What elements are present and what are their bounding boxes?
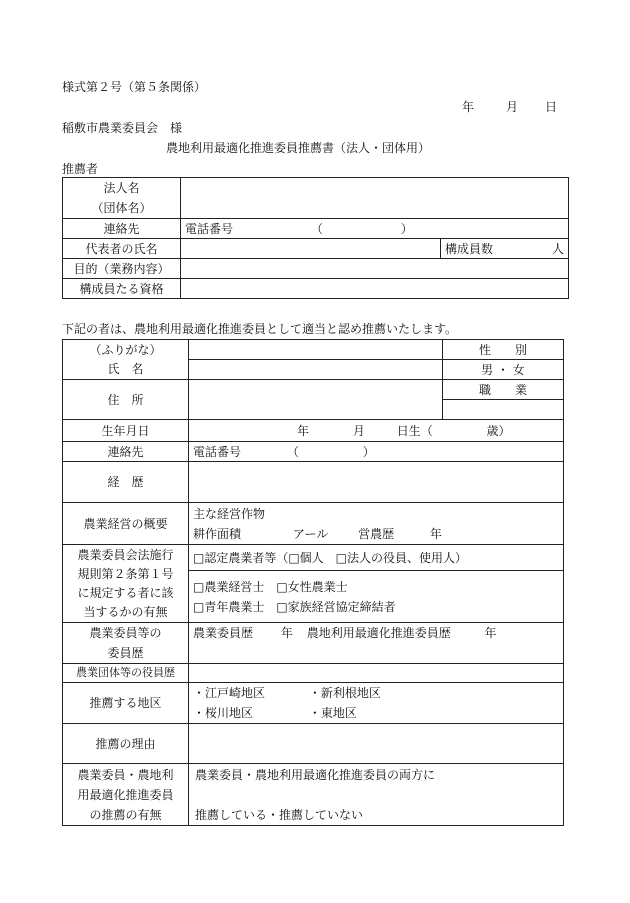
- committee-years-label: 農業委員歴: [193, 626, 254, 640]
- career-field[interactable]: [189, 462, 564, 503]
- district-sakuragawa[interactable]: ・桜川地区: [193, 706, 254, 720]
- district-label: 推薦する地区: [63, 683, 189, 724]
- name-label: 氏 名: [63, 360, 189, 380]
- occupation-field[interactable]: [443, 400, 564, 420]
- both-recommendation-line-1: 農業委員・農地利: [77, 767, 174, 782]
- district-options[interactable]: [189, 683, 564, 724]
- qualification-label: 構成員たる資格: [63, 279, 181, 299]
- both-recommendation-label: [63, 764, 189, 826]
- farm-overview-label: 農業経営の概要: [63, 503, 189, 545]
- area-label: 耕作面積: [193, 526, 242, 541]
- committee-history-label: [63, 623, 189, 664]
- birthdate-field[interactable]: [189, 420, 564, 442]
- contact-label-2: 連絡先: [63, 442, 189, 462]
- committee-history-line-2: 委員歴: [107, 646, 144, 660]
- phone-paren-open: （: [310, 221, 323, 236]
- gender-options[interactable]: 男 ・ 女: [443, 360, 564, 380]
- recommender-table: [62, 177, 569, 299]
- occupation-label: 職 業: [443, 380, 564, 400]
- rule-question-line-2: 規則第２条第１号: [77, 566, 174, 581]
- gender-label: 性 別: [443, 340, 564, 360]
- address-label: 住 所: [63, 380, 189, 420]
- reason-label: 推薦の理由: [63, 724, 189, 764]
- farmer-type-options[interactable]: [189, 571, 564, 623]
- farm-years-unit: 年: [429, 526, 442, 541]
- both-recommendation-text: 農業委員・農地利用最適化推進委員の両方に: [195, 768, 436, 782]
- corp-name-label: 法人名: [103, 181, 140, 195]
- birth-year-label: 年: [297, 423, 310, 438]
- both-recommendation-field[interactable]: [189, 764, 564, 826]
- date-month-label: 月: [506, 100, 519, 114]
- committee-year-unit: 年: [280, 626, 293, 640]
- phone-label-2: 電話番号: [193, 444, 242, 459]
- furigana-label: （ふりがな）: [63, 340, 189, 360]
- recommender-heading: 推薦者: [62, 162, 99, 176]
- address-field[interactable]: [189, 380, 443, 420]
- birth-month-label: 月: [352, 423, 365, 438]
- rule-question-line-4: 当するかの有無: [83, 604, 168, 619]
- furigana-field[interactable]: [189, 340, 443, 360]
- statement: 下記の者は、農地利用最適化推進委員として適当と認め推薦いたします。: [62, 322, 458, 336]
- members-unit: 人: [551, 241, 564, 256]
- committee-history-field[interactable]: [189, 623, 564, 664]
- promoter-years-label: 農地利用最適化推進委員歴: [306, 626, 451, 640]
- farmer-option-row-2[interactable]: □青年農業士 □家族経営協定締結者: [193, 599, 396, 614]
- corp-name-sub-label: （団体名）: [91, 201, 152, 215]
- district-azuma[interactable]: ・東地区: [308, 706, 357, 720]
- contact-label: 連絡先: [63, 219, 181, 239]
- org-officer-field[interactable]: [189, 664, 564, 683]
- rep-name-field[interactable]: [181, 239, 441, 259]
- career-label: 経 歴: [63, 462, 189, 503]
- are-unit: アール: [292, 526, 329, 541]
- contact-field-2[interactable]: [189, 442, 564, 462]
- birthdate-label: 生年月日: [63, 420, 189, 442]
- phone-label: 電話番号: [185, 221, 234, 236]
- qualification-field[interactable]: [181, 279, 569, 299]
- members-count-label: 構成員数: [445, 241, 494, 256]
- main-crop-label: 主な経営作物: [193, 506, 266, 521]
- phone-paren-open-2: （: [286, 444, 299, 459]
- both-recommendation-options[interactable]: 推薦している・推薦していない: [195, 808, 364, 822]
- document-title: 農地利用最適化推進委員推薦書（法人・団体用）: [166, 141, 431, 155]
- birth-day-label: 日生（: [396, 423, 433, 438]
- contact-field[interactable]: [181, 219, 569, 239]
- phone-paren-close-2: ）: [362, 444, 375, 459]
- promoter-year-unit: 年: [484, 626, 497, 640]
- phone-paren-close: ）: [400, 221, 413, 236]
- district-edosaki[interactable]: ・江戸崎地区: [193, 686, 266, 700]
- members-count-cell[interactable]: [441, 239, 569, 259]
- rule-question-line-3: に規定する者に該: [77, 585, 174, 600]
- both-recommendation-line-3: の推薦の有無: [89, 807, 162, 822]
- corp-name-field[interactable]: [181, 178, 569, 219]
- reason-field[interactable]: [189, 724, 564, 764]
- date-day-label: 日: [545, 100, 558, 114]
- rule-question-label: [63, 545, 189, 623]
- farm-overview-field[interactable]: [189, 503, 564, 545]
- rep-name-label: 代表者の氏名: [63, 239, 181, 259]
- corp-name-label-cell: [63, 178, 181, 219]
- nominee-table: [62, 339, 564, 826]
- certified-farmer-option[interactable]: □認定農業者等（□個人 □法人の役員、使用人）: [189, 545, 564, 571]
- date-year-label: 年: [462, 100, 475, 114]
- both-recommendation-line-2: 用最適化推進委員: [77, 787, 174, 802]
- committee-history-line-1: 農業委員等の: [89, 626, 162, 640]
- org-officer-label: 農業団体等の役員歴: [63, 664, 189, 683]
- district-shintone[interactable]: ・新利根地区: [308, 686, 381, 700]
- farm-years-label: 営農歴: [358, 526, 395, 541]
- name-field[interactable]: [189, 360, 443, 380]
- rule-question-line-1: 農業委員会法施行: [77, 547, 174, 562]
- purpose-label: 目的（業務内容）: [63, 259, 181, 279]
- form-number: 様式第２号（第５条関係）: [62, 80, 207, 94]
- birth-age-label: 歳）: [486, 423, 511, 438]
- farmer-option-row-1[interactable]: □農業経営士 □女性農業士: [193, 579, 348, 594]
- addressee: 稲敷市農業委員会 様: [62, 121, 183, 135]
- purpose-field[interactable]: [181, 259, 569, 279]
